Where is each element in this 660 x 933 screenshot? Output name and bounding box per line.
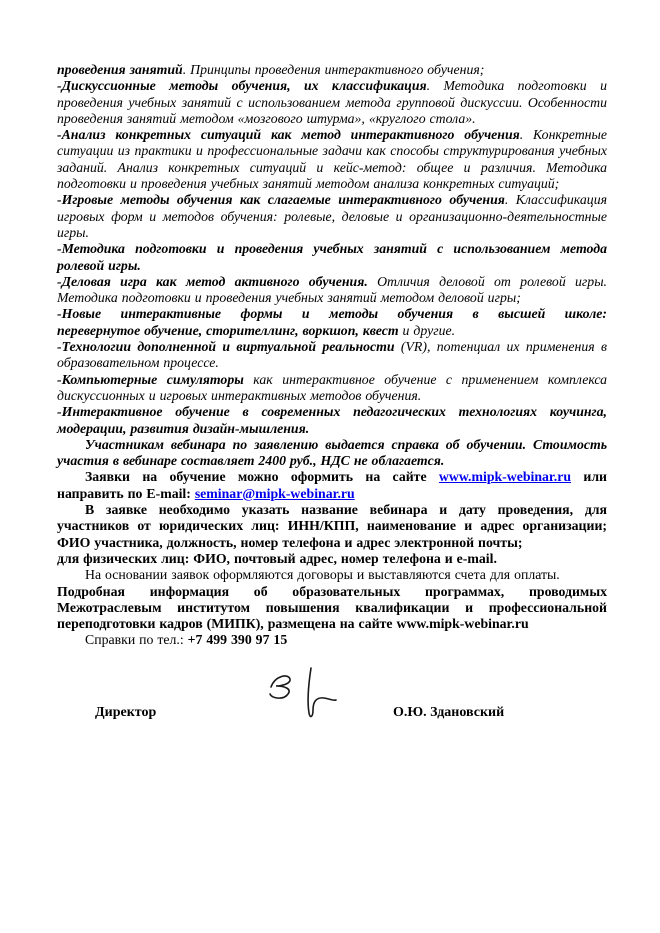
text-run: . Методика подготовки и проведения учебных занятий с использованием метода групповой дискуссии. Особенности проведения занятий методом «мозгового штурма», «круглого стола». bbox=[57, 78, 607, 126]
text-run: На основании заявок оформляются договоры и выставляются счета для оплаты. bbox=[85, 567, 560, 583]
text-run: -Методика подготовки и проведения учебных занятий с использованием метода ролевой игры. bbox=[57, 241, 607, 273]
paragraph bbox=[57, 567, 607, 583]
text-run: Справки по тел.: bbox=[85, 632, 188, 648]
website-link[interactable]: www.mipk-webinar.ru bbox=[438, 469, 572, 485]
text-run: -Деловая игра как метод активного обучения. bbox=[57, 273, 368, 289]
document-body bbox=[57, 62, 607, 649]
director-title: Директор bbox=[95, 704, 157, 720]
text-run: или направить по E-mail: bbox=[57, 469, 608, 501]
text-run: Заявки на обучение можно оформить на сайте bbox=[85, 469, 439, 485]
paragraph bbox=[57, 404, 607, 437]
paragraph bbox=[57, 274, 607, 307]
text-run: -Новые интерактивные формы и методы обучения в высшей школе: bbox=[57, 306, 607, 322]
paragraph bbox=[57, 469, 607, 502]
text-run: -Технологии дополненной и виртуальной реальности bbox=[57, 339, 395, 355]
paragraph bbox=[57, 127, 607, 192]
text-run: Участникам вебинара по заявлению выдается справка об обучении. Стоимость участия в вебинаре составляет 2400 руб., НДС не облагается. bbox=[57, 436, 607, 469]
text-run: проведения занятий bbox=[57, 62, 183, 77]
text-run: перевернутое обучение, сторителлинг, воркшоп, квест bbox=[57, 322, 399, 338]
paragraph bbox=[57, 306, 607, 322]
text-run: (VR), потенциал их применения в образовательном процессе. bbox=[57, 339, 607, 371]
paragraph bbox=[57, 372, 607, 405]
text-run: -Игровые методы обучения как слагаемые интерактивного обучения bbox=[57, 192, 505, 208]
text-run: . Конкретные ситуации из практики и профессиональные задачи как способы структурирования учебных заданий. Анализ конкретных ситуаций и кейс-метод: общее и различия. Методика подготовки и проведения учебных занятий методом анализа конкретных ситуаций; bbox=[57, 127, 607, 192]
text-run: для физических лиц: ФИО, почтовый адрес, номер телефона и e-mail. bbox=[57, 550, 497, 566]
paragraph bbox=[57, 241, 607, 274]
text-run: -Анализ конкретных ситуаций как метод интерактивного обучения bbox=[57, 127, 520, 143]
paragraph bbox=[57, 584, 607, 633]
email-link[interactable]: seminar@mipk-webinar.ru bbox=[194, 485, 355, 501]
paragraph bbox=[57, 502, 607, 551]
paragraph bbox=[57, 62, 607, 78]
text-run: . Классификация игровых форм и методов обучения: ролевые, деловые и организационно-деятельностные игры. bbox=[57, 192, 608, 240]
text-run: и другие. bbox=[398, 322, 456, 338]
director-name: О.Ю. Здановский bbox=[393, 704, 505, 720]
text-run: -Интерактивное обучение в современных педагогических технологиях коучинга, модерации, развития дизайн-мышления. bbox=[57, 404, 607, 436]
text-run: Отличия деловой от ролевой игры. Методика подготовки и проведения учебных занятий методом деловой игры; bbox=[57, 273, 607, 306]
text-run: В заявке необходимо указать название вебинара и дату проведения, для участников от юридических лиц: ИНН/КПП, наименование и адрес организации; ФИО участника, должность, номер телефона и адрес электронной почты; bbox=[57, 502, 607, 550]
text-run: . Принципы проведения интерактивного обучения; bbox=[182, 62, 485, 77]
text-run: +7 499 390 97 15 bbox=[187, 632, 288, 648]
text-run: -Дискуссионные методы обучения, их классификация bbox=[57, 78, 427, 94]
paragraph bbox=[57, 437, 607, 470]
handwritten-signature-icon bbox=[264, 665, 338, 721]
text-run: как интерактивное обучение с применением комплекса дискуссионных и игровых интерактивных методов обучения. bbox=[57, 371, 607, 403]
paragraph bbox=[57, 78, 607, 127]
signature-block bbox=[57, 665, 607, 735]
text-run: Подробная информация об образовательных программах, проводимых Межотраслевым институтом повышения квалификации и профессиональной переподготовки кадров (МИПК), размещена на сайте www.mipk-webinar.ru bbox=[57, 583, 607, 632]
paragraph bbox=[57, 323, 607, 339]
paragraph bbox=[57, 339, 607, 372]
paragraph bbox=[57, 551, 607, 567]
paragraph bbox=[57, 632, 607, 648]
text-run: -Компьютерные симуляторы bbox=[57, 371, 244, 387]
paragraph bbox=[57, 192, 607, 241]
